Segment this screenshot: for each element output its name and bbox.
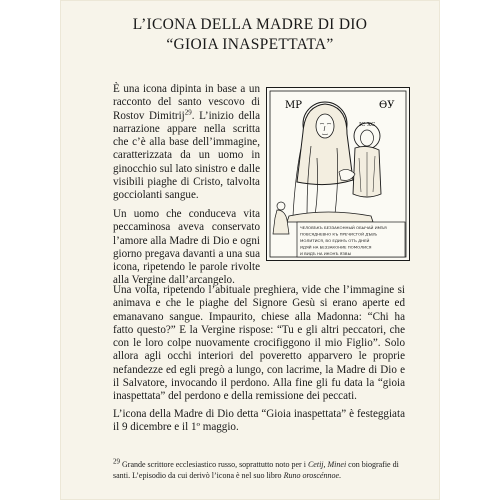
child-monogram: IC XC [359, 122, 376, 128]
page-title-line-1: L’ICONA DELLA MADRE DI DIO [132, 16, 368, 33]
kneeling-man-body [273, 210, 289, 234]
caption-line: МОЛИТИСЯ, ВО ЕДИНЪ ОТЪ ДНЕЙ [300, 238, 370, 243]
kneeling-man-head [277, 202, 285, 210]
paragraph-miracle: Una volta, ripetendo l’abituale preghiera, vide che l’immagine si animava e che le piaghe del Signore Gesù si erano aperte ed emanavano sangue. Impaurito, chiese alla Madonna: “Chi ha fatto questo?” E la Vergine rispose: “Tu e gli altri peccatori, che con le loro colpe nuovamente crocifiggono il mio Figlio”. Solo allora agli occhi interiori del poveretto apparvero le proprie nefandezze ed egli pregò a lungo, con lacrime, la Madre di Dio e il Salvatore, invocando il perdono. Alla fine gli fu data la “gioia inaspettata” del perdono e della remissione dei peccati. [113, 284, 405, 403]
prayer-card [60, 0, 440, 500]
footnote-text-3: . [339, 470, 342, 480]
icon-illustration [266, 87, 410, 261]
paragraph-intro [113, 83, 260, 203]
footnote-reference: 29 [184, 107, 192, 116]
caption-line: ЧЕЛОВѢКЪ БЕЗЗАКОННЫЙ ОБЫЧАЙ ИМѢЯ [300, 225, 387, 230]
monogram-right: ѲУ [379, 100, 395, 111]
caption-line: ПОВСЯДНЕВНО КЪ ПРЕЧИСТОЙ ДѢВѢ [300, 231, 377, 237]
paragraph-intro-text: È una icona dipinta in base a un racconto del santo vescovo di Rostov Dimitrij [113, 83, 260, 122]
paragraph-sinner: Un uomo che conduceva vita peccaminosa aveva conservato l’amore alla Madre di Dio e ogni giorno pregava davanti a una sua icona, ripetendo le parole rivolte alla Vergine dall’arcangelo. [113, 208, 260, 287]
madonna-icon-drawing [267, 88, 409, 260]
footnote-text-2: con biografie di santi. L’episodio da cui derivò l’icona è nel suo libro [113, 460, 399, 480]
child-face [361, 130, 374, 146]
monogram-left: МР [285, 100, 302, 111]
garment-hem [287, 212, 373, 222]
footnote-text: Grande scrittore ecclesiastico russo, soprattutto noto per i [120, 460, 308, 469]
footnote-work-title: Cetij, Minei [307, 460, 347, 469]
footnote-book-title: Runo oroscénnoe [283, 470, 340, 480]
footnote-number: 29 [113, 457, 120, 466]
caption-line: ИДЯЙ НА БЕЗЗАКОНИЕ ПОМОЛИСЯ [300, 244, 372, 250]
footnote [113, 457, 405, 481]
paragraph-intro-continuation: . L’inizio della narrazione appare nella scritta che c’è alla base dell’immagine, caratterizzata da un uomo in ginocchio sul lato sinistro e dalle visibili piaghe di Cristo, talvolta gocciolanti sangue. [113, 109, 260, 202]
paragraph-feast-days: L’icona della Madre di Dio detta “Gioia inaspettata” è festeggiata il 9 dicembre e il 1º maggio. [113, 408, 405, 434]
page-title-line-2: “GIOIA INASPETTATA” [166, 36, 334, 53]
caption-line: И ВИДѢ НА ИКОНѢ ЯЗВЫ [300, 251, 352, 256]
